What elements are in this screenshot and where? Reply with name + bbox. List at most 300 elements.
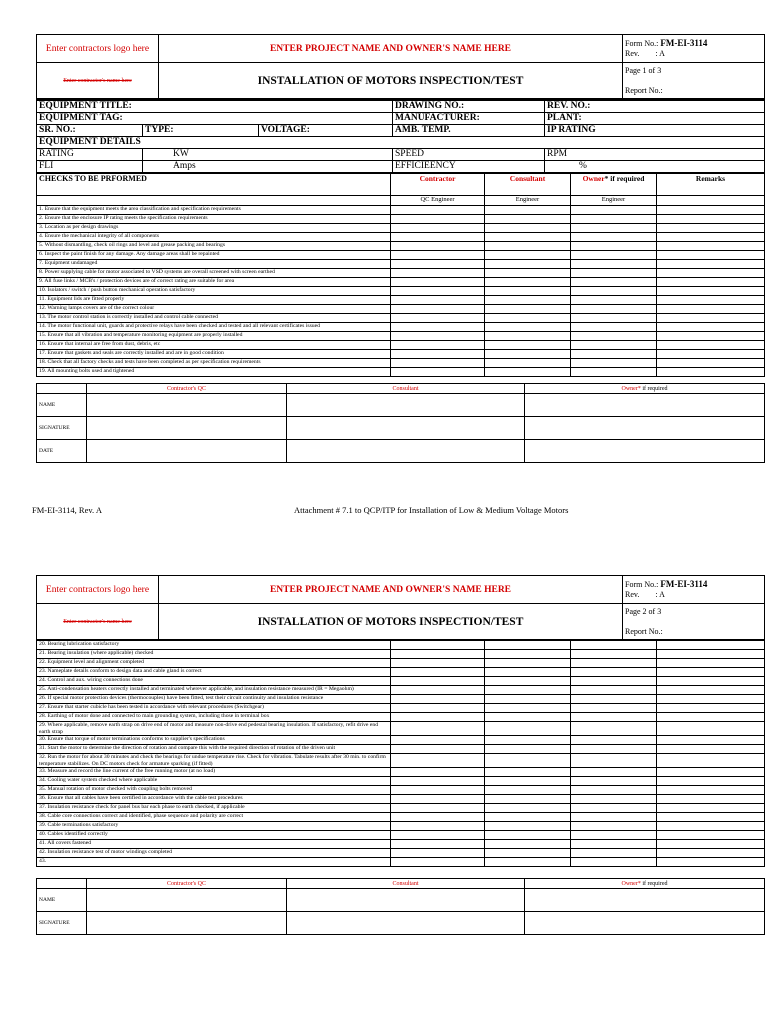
contractor-check-cell[interactable]: [391, 206, 485, 215]
contractor-check-cell[interactable]: [391, 287, 485, 296]
consultant-check-cell[interactable]: [485, 359, 571, 368]
owner-check-cell[interactable]: [571, 233, 657, 242]
check-item-text: 9. All fuse links / MCB's / protection devices are of correct rating are suitable for area: [37, 278, 391, 287]
consultant-check-cell[interactable]: [485, 840, 571, 849]
owner-label: Owner: [582, 174, 605, 183]
check-row: [37, 242, 765, 251]
check-item-text: 5. Without dismantling, check oil rings and level and grease packing and bearings: [37, 242, 391, 251]
contractor-check-cell[interactable]: [391, 233, 485, 242]
remarks-cell[interactable]: [657, 786, 765, 795]
check-row: [37, 278, 765, 287]
rev-value: : A: [655, 590, 665, 599]
contractor-check-cell[interactable]: [391, 849, 485, 858]
owner-check-cell[interactable]: [571, 704, 657, 713]
remarks-cell[interactable]: [657, 650, 765, 659]
signature-field[interactable]: [287, 417, 525, 440]
contractor-check-cell[interactable]: [391, 641, 485, 650]
contractor-check-cell[interactable]: [391, 659, 485, 668]
form-info: [623, 576, 765, 604]
contractor-check-cell[interactable]: [391, 242, 485, 251]
signature-field[interactable]: [525, 417, 765, 440]
owner-check-cell[interactable]: [571, 296, 657, 305]
contractor-check-cell[interactable]: [391, 722, 485, 736]
owner-check-cell[interactable]: [571, 695, 657, 704]
kw-label: [143, 149, 393, 161]
check-row: [37, 305, 765, 314]
contractor-column: Contractor: [391, 174, 485, 196]
equipment-table: [36, 99, 765, 173]
qc-engineer-label: QC Engineer: [391, 196, 485, 206]
check-item-text: 28. Earthing of motor done and connected to main grounding system, including those in terminal box: [37, 713, 391, 722]
project-name-placeholder: ENTER PROJECT NAME AND OWNER'S NAME HERE: [159, 35, 623, 63]
contractor-check-cell[interactable]: [391, 686, 485, 695]
remarks-cell[interactable]: [657, 677, 765, 686]
consultant-check-cell[interactable]: [485, 849, 571, 858]
check-item-text: 41. All covers fastened: [37, 840, 391, 849]
name-field[interactable]: [87, 889, 287, 912]
consultant-check-cell[interactable]: [485, 233, 571, 242]
sig-owner-suffix: if required: [640, 385, 668, 392]
check-row: [37, 359, 765, 368]
check-item-text: 27. Ensure that starter cubicle has been tested in accordance with relevant procedures (Switchgear): [37, 704, 391, 713]
check-row: [37, 713, 765, 722]
consultant-check-cell[interactable]: [485, 677, 571, 686]
signature-table-2: [36, 878, 765, 935]
contractor-check-cell[interactable]: [391, 677, 485, 686]
name-field[interactable]: [525, 889, 765, 912]
name-field[interactable]: [525, 394, 765, 417]
rpm-unit: RPM: [547, 149, 568, 159]
check-row: [37, 368, 765, 377]
owner-check-cell[interactable]: [571, 269, 657, 278]
project-name-placeholder: ENTER PROJECT NAME AND OWNER'S NAME HERE: [159, 576, 623, 604]
remarks-cell[interactable]: [657, 831, 765, 840]
owner-check-cell[interactable]: [571, 713, 657, 722]
owner-column: [571, 174, 657, 196]
owner-check-cell[interactable]: [571, 840, 657, 849]
check-item-text: 7. Equipment undamaged: [37, 260, 391, 269]
owner-check-cell[interactable]: [571, 260, 657, 269]
check-row: [37, 287, 765, 296]
remarks-cell[interactable]: [657, 314, 765, 323]
remarks-cell[interactable]: [657, 686, 765, 695]
owner-check-cell[interactable]: [571, 722, 657, 736]
contractor-check-cell[interactable]: [391, 251, 485, 260]
name-field[interactable]: [87, 394, 287, 417]
consultant-check-cell[interactable]: [485, 659, 571, 668]
contractor-check-cell[interactable]: [391, 695, 485, 704]
remarks-cell[interactable]: [657, 332, 765, 341]
contractor-logo-placeholder: Enter contractors logo here: [37, 576, 159, 604]
remarks-cell[interactable]: [657, 359, 765, 368]
remarks-cell[interactable]: [657, 804, 765, 813]
contractor-check-cell[interactable]: [391, 768, 485, 777]
consultant-check-cell[interactable]: [485, 713, 571, 722]
kw-unit: KW: [173, 149, 189, 159]
form-no: FM-EI-3114: [660, 38, 708, 48]
owner-check-cell[interactable]: [571, 849, 657, 858]
check-item-text: 26. If special motor protection devices (thermocouples) have been fitted, test their circuit continuity and insulation resistance: [37, 695, 391, 704]
check-item-text: 4. Ensure the mechanical integrity of all components: [37, 233, 391, 242]
consultant-check-cell[interactable]: [485, 777, 571, 786]
consultant-check-cell[interactable]: [485, 795, 571, 804]
consultant-check-cell[interactable]: [485, 668, 571, 677]
contractor-check-cell[interactable]: [391, 323, 485, 332]
owner-check-cell[interactable]: [571, 206, 657, 215]
contractor-check-cell[interactable]: [391, 804, 485, 813]
check-row: [37, 677, 765, 686]
owner-check-cell[interactable]: [571, 745, 657, 754]
remarks-cell[interactable]: [657, 296, 765, 305]
check-item-text: 2. Ensure that the enclosure IP rating meets the specification requirements: [37, 215, 391, 224]
contractor-check-cell[interactable]: [391, 840, 485, 849]
contractor-check-cell[interactable]: [391, 795, 485, 804]
contractor-check-cell[interactable]: [391, 813, 485, 822]
remarks-cell[interactable]: [657, 840, 765, 849]
owner-check-cell[interactable]: [571, 813, 657, 822]
consultant-check-cell[interactable]: [485, 686, 571, 695]
owner-check-cell[interactable]: [571, 341, 657, 350]
check-item-text: 34. Cooling water system checked where applicable: [37, 777, 391, 786]
consultant-check-cell[interactable]: [485, 314, 571, 323]
remarks-cell[interactable]: [657, 224, 765, 233]
check-row: [37, 206, 765, 215]
consultant-check-cell[interactable]: [485, 722, 571, 736]
ip-rating-label: IP RATING: [545, 125, 765, 137]
consultant-check-cell[interactable]: [485, 768, 571, 777]
form-page-1: [36, 34, 764, 463]
contractor-check-cell[interactable]: [391, 745, 485, 754]
owner-check-cell[interactable]: [571, 323, 657, 332]
remarks-cell[interactable]: [657, 695, 765, 704]
check-item-text: 33. Measure and record the line current of the free running motor (at no load): [37, 768, 391, 777]
consultant-check-cell[interactable]: [485, 813, 571, 822]
page-info: [623, 63, 765, 99]
owner-check-cell[interactable]: [571, 659, 657, 668]
contractor-check-cell[interactable]: [391, 314, 485, 323]
check-row: [37, 224, 765, 233]
check-row: [37, 332, 765, 341]
owner-check-cell[interactable]: [571, 777, 657, 786]
percent-unit: %: [579, 161, 587, 171]
check-row: [37, 350, 765, 359]
contractor-check-cell[interactable]: [391, 296, 485, 305]
check-item-text: 17. Ensure that gaskets and seals are correctly installed and are in good condition: [37, 350, 391, 359]
check-item-text: 35. Manual rotation of motor checked with coupling bolts removed: [37, 786, 391, 795]
form-page-2: [36, 575, 764, 935]
contractor-check-cell[interactable]: [391, 332, 485, 341]
remarks-cell[interactable]: [657, 736, 765, 745]
check-row: [37, 686, 765, 695]
remarks-cell[interactable]: [657, 768, 765, 777]
check-row: [37, 831, 765, 840]
remarks-cell[interactable]: [657, 795, 765, 804]
check-item-text: 6. Inspect the paint finish for any damage. Any damage areas shall be repainted: [37, 251, 391, 260]
header-table: [36, 34, 765, 99]
contractor-check-cell[interactable]: [391, 754, 485, 768]
owner-check-cell[interactable]: [571, 242, 657, 251]
sig-owner: [525, 879, 765, 889]
remarks-cell[interactable]: [657, 260, 765, 269]
owner-check-cell[interactable]: [571, 786, 657, 795]
date-field[interactable]: [287, 440, 525, 463]
check-item-text: 29. Where applicable, remove earth strap on drive end of motor and measure non-drive end pedestal bearing insulation. If satisfactory, refit drive end earth strap: [37, 722, 391, 736]
consultant-check-cell[interactable]: [485, 754, 571, 768]
check-item-text: 36. Ensure that all cables have been certified in accordance with the cable test procedures: [37, 795, 391, 804]
check-item-text: 3. Location as per design drawings: [37, 224, 391, 233]
check-row: [37, 804, 765, 813]
consultant-check-cell[interactable]: [485, 206, 571, 215]
owner-check-cell[interactable]: [571, 736, 657, 745]
owner-check-cell[interactable]: [571, 831, 657, 840]
remarks-cell[interactable]: [657, 341, 765, 350]
check-row: [37, 768, 765, 777]
remarks-cell[interactable]: [657, 641, 765, 650]
check-item-text: 32. Run the motor for about 30 minutes and check the bearings for undue temperature rise. Check for vibration. Tabulate results after 30 min. to confirm temperature stabilizes. On DC motors check for armature sparking (if fitted): [37, 754, 391, 768]
consultant-check-cell[interactable]: [485, 822, 571, 831]
owner-check-cell[interactable]: [571, 677, 657, 686]
consultant-check-cell[interactable]: [485, 786, 571, 795]
check-item-text: 13. The motor control station is correctly installed and control cable connected: [37, 314, 391, 323]
signature-field[interactable]: [525, 912, 765, 935]
form-title: INSTALLATION OF MOTORS INSPECTION/TEST: [159, 63, 623, 99]
owner-check-cell[interactable]: [571, 314, 657, 323]
contractor-check-cell[interactable]: [391, 786, 485, 795]
consultant-check-cell[interactable]: [485, 704, 571, 713]
check-item-text: 10. Isolators / switch / push button mechanical operation satisfactory: [37, 287, 391, 296]
check-row: [37, 822, 765, 831]
signature-field[interactable]: [87, 912, 287, 935]
remarks-cell[interactable]: [657, 269, 765, 278]
contractor-check-cell[interactable]: [391, 359, 485, 368]
owner-check-cell[interactable]: [571, 359, 657, 368]
sig-signature-label: SIGNATURE: [37, 912, 87, 935]
check-row: [37, 251, 765, 260]
consultant-check-cell[interactable]: [485, 296, 571, 305]
remarks-cell[interactable]: [657, 323, 765, 332]
consultant-check-cell[interactable]: [485, 278, 571, 287]
remarks-cell[interactable]: [657, 713, 765, 722]
sig-contractor-qc: Contractor's QC: [87, 879, 287, 889]
consultant-check-cell[interactable]: [485, 287, 571, 296]
consultant-check-cell[interactable]: [485, 260, 571, 269]
contractor-check-cell[interactable]: [391, 650, 485, 659]
consultant-check-cell[interactable]: [485, 242, 571, 251]
consultant-check-cell[interactable]: [485, 368, 571, 377]
equipment-details-heading: EQUIPMENT DETAILS: [37, 137, 765, 149]
remarks-cell[interactable]: [657, 251, 765, 260]
speed-label: SPEED: [393, 149, 545, 161]
contractor-check-cell[interactable]: [391, 269, 485, 278]
blank-cell: [37, 196, 391, 206]
owner-check-cell[interactable]: [571, 215, 657, 224]
check-item-text: 39. Cable terminations satisfactory: [37, 822, 391, 831]
contractor-name-placeholder: Enter contractor's name here: [37, 604, 159, 640]
page-number: Page 1 of 3: [625, 65, 662, 75]
check-item-text: 16. Ensure that internal are free from dust, debris, etc: [37, 341, 391, 350]
check-row: [37, 296, 765, 305]
contractor-logo-placeholder: Enter contractors logo here: [37, 35, 159, 63]
consultant-check-cell[interactable]: [485, 224, 571, 233]
check-item-text: 31. Start the motor to determine the direction of rotation and compare this with the required direction of rotation of the driven unit: [37, 745, 391, 754]
owner-check-cell[interactable]: [571, 768, 657, 777]
consultant-check-cell[interactable]: [485, 641, 571, 650]
contractor-check-cell[interactable]: [391, 368, 485, 377]
owner-check-cell[interactable]: [571, 795, 657, 804]
rev-label: Rev.: [625, 49, 640, 58]
owner-check-cell[interactable]: [571, 641, 657, 650]
remarks-cell[interactable]: [657, 822, 765, 831]
date-field[interactable]: [525, 440, 765, 463]
owner-check-cell[interactable]: [571, 754, 657, 768]
owner-check-cell[interactable]: [571, 350, 657, 359]
owner-check-cell[interactable]: [571, 858, 657, 867]
remarks-cell[interactable]: [657, 754, 765, 768]
contractor-check-cell[interactable]: [391, 215, 485, 224]
owner-check-cell[interactable]: [571, 224, 657, 233]
remarks-cell[interactable]: [657, 305, 765, 314]
remarks-cell[interactable]: [657, 849, 765, 858]
contractor-check-cell[interactable]: [391, 278, 485, 287]
checks-table-2: [36, 640, 765, 867]
check-item-text: 40. Cables identified correctly: [37, 831, 391, 840]
consultant-check-cell[interactable]: [485, 804, 571, 813]
signature-field[interactable]: [87, 417, 287, 440]
contractor-check-cell[interactable]: [391, 777, 485, 786]
sig-name-label: NAME: [37, 889, 87, 912]
consultant-check-cell[interactable]: [485, 831, 571, 840]
consultant-check-cell[interactable]: [485, 332, 571, 341]
remarks-cell[interactable]: [657, 287, 765, 296]
consultant-check-cell[interactable]: [485, 858, 571, 867]
check-item-text: 18. Check that all factory checks and tests have been completed as per specification requirements: [37, 359, 391, 368]
sig-name-label: NAME: [37, 394, 87, 417]
remarks-cell[interactable]: [657, 206, 765, 215]
sig-consultant: Consultant: [287, 879, 525, 889]
remarks-cell[interactable]: [657, 350, 765, 359]
check-item-text: 12. Warning lamps covers are of the correct colour: [37, 305, 391, 314]
consultant-check-cell[interactable]: [485, 215, 571, 224]
remarks-cell[interactable]: [657, 777, 765, 786]
owner-check-cell[interactable]: [571, 278, 657, 287]
check-row: [37, 215, 765, 224]
owner-check-cell[interactable]: [571, 686, 657, 695]
contractor-check-cell[interactable]: [391, 704, 485, 713]
rpm-label: [545, 149, 765, 161]
check-row: [37, 849, 765, 858]
consultant-check-cell[interactable]: [485, 269, 571, 278]
owner-check-cell[interactable]: [571, 332, 657, 341]
remarks-cell[interactable]: [657, 242, 765, 251]
equipment-tag-label: EQUIPMENT TAG:: [37, 113, 393, 125]
contractor-check-cell[interactable]: [391, 668, 485, 677]
consultant-check-cell[interactable]: [485, 695, 571, 704]
check-item-text: 20. Bearing lubrication satisfactory: [37, 641, 391, 650]
rev-no-label: REV. NO.:: [545, 100, 765, 113]
owner-check-cell[interactable]: [571, 368, 657, 377]
sr-no-label: SR. NO.:: [37, 125, 143, 137]
remarks-cell[interactable]: [657, 659, 765, 668]
contractor-check-cell[interactable]: [391, 341, 485, 350]
check-row: [37, 233, 765, 242]
checks-header: CHECKS TO BE PRFORMED: [37, 174, 391, 196]
consultant-check-cell[interactable]: [485, 341, 571, 350]
remarks-cell[interactable]: [657, 668, 765, 677]
contractor-check-cell[interactable]: [391, 858, 485, 867]
owner-check-cell[interactable]: [571, 668, 657, 677]
contractor-check-cell[interactable]: [391, 305, 485, 314]
name-field[interactable]: [287, 889, 525, 912]
date-field[interactable]: [87, 440, 287, 463]
check-item-text: 23. Nameplate details conform to design data and cable gland is correct: [37, 668, 391, 677]
remarks-cell[interactable]: [657, 858, 765, 867]
remarks-cell[interactable]: [657, 233, 765, 242]
contractor-check-cell[interactable]: [391, 224, 485, 233]
remarks-cell[interactable]: [657, 704, 765, 713]
check-item-text: 42. Insulation resistance test of motor windings completed: [37, 849, 391, 858]
type-label: TYPE:: [143, 125, 259, 137]
consultant-check-cell[interactable]: [485, 350, 571, 359]
check-item-text: 25. Anti-condensation heaters correctly installed and terminated wherever applicable, and insulation resistance measured (IR = Megaohm): [37, 686, 391, 695]
signature-field[interactable]: [287, 912, 525, 935]
check-row: [37, 704, 765, 713]
check-row: [37, 314, 765, 323]
remarks-cell[interactable]: [657, 368, 765, 377]
consultant-check-cell[interactable]: [485, 736, 571, 745]
contractor-check-cell[interactable]: [391, 736, 485, 745]
contractor-check-cell[interactable]: [391, 713, 485, 722]
check-item-text: 11. Equipment lids are fitted properly: [37, 296, 391, 305]
name-field[interactable]: [287, 394, 525, 417]
check-row: [37, 722, 765, 736]
owner-check-cell[interactable]: [571, 650, 657, 659]
consultant-check-cell[interactable]: [485, 323, 571, 332]
remarks-cell[interactable]: [657, 215, 765, 224]
owner-check-cell[interactable]: [571, 822, 657, 831]
form-no-label: Form No.:: [625, 39, 659, 48]
contractor-check-cell[interactable]: [391, 822, 485, 831]
page-number: Page 2 of 3: [625, 606, 662, 616]
consultant-check-cell[interactable]: [485, 251, 571, 260]
sig-owner-label: Owner*: [621, 880, 641, 887]
check-row: [37, 260, 765, 269]
owner-check-cell[interactable]: [571, 804, 657, 813]
remarks-cell[interactable]: [657, 278, 765, 287]
check-row: [37, 745, 765, 754]
page-info: [623, 604, 765, 640]
consultant-check-cell[interactable]: [485, 745, 571, 754]
contractor-check-cell[interactable]: [391, 831, 485, 840]
remarks-cell[interactable]: [657, 722, 765, 736]
check-row: [37, 813, 765, 822]
check-row: [37, 323, 765, 332]
owner-check-cell[interactable]: [571, 287, 657, 296]
report-no-label: Report No.:: [625, 85, 663, 95]
consultant-check-cell[interactable]: [485, 305, 571, 314]
remarks-cell[interactable]: [657, 813, 765, 822]
contractor-check-cell[interactable]: [391, 350, 485, 359]
contractor-check-cell[interactable]: [391, 260, 485, 269]
consultant-check-cell[interactable]: [485, 650, 571, 659]
check-row: [37, 736, 765, 745]
owner-check-cell[interactable]: [571, 251, 657, 260]
check-row: [37, 641, 765, 650]
rev-value: : A: [655, 49, 665, 58]
contractor-name-placeholder: Enter contractor's name here: [37, 63, 159, 99]
remarks-cell[interactable]: [657, 745, 765, 754]
consultant-column: Consultant: [485, 174, 571, 196]
owner-check-cell[interactable]: [571, 305, 657, 314]
